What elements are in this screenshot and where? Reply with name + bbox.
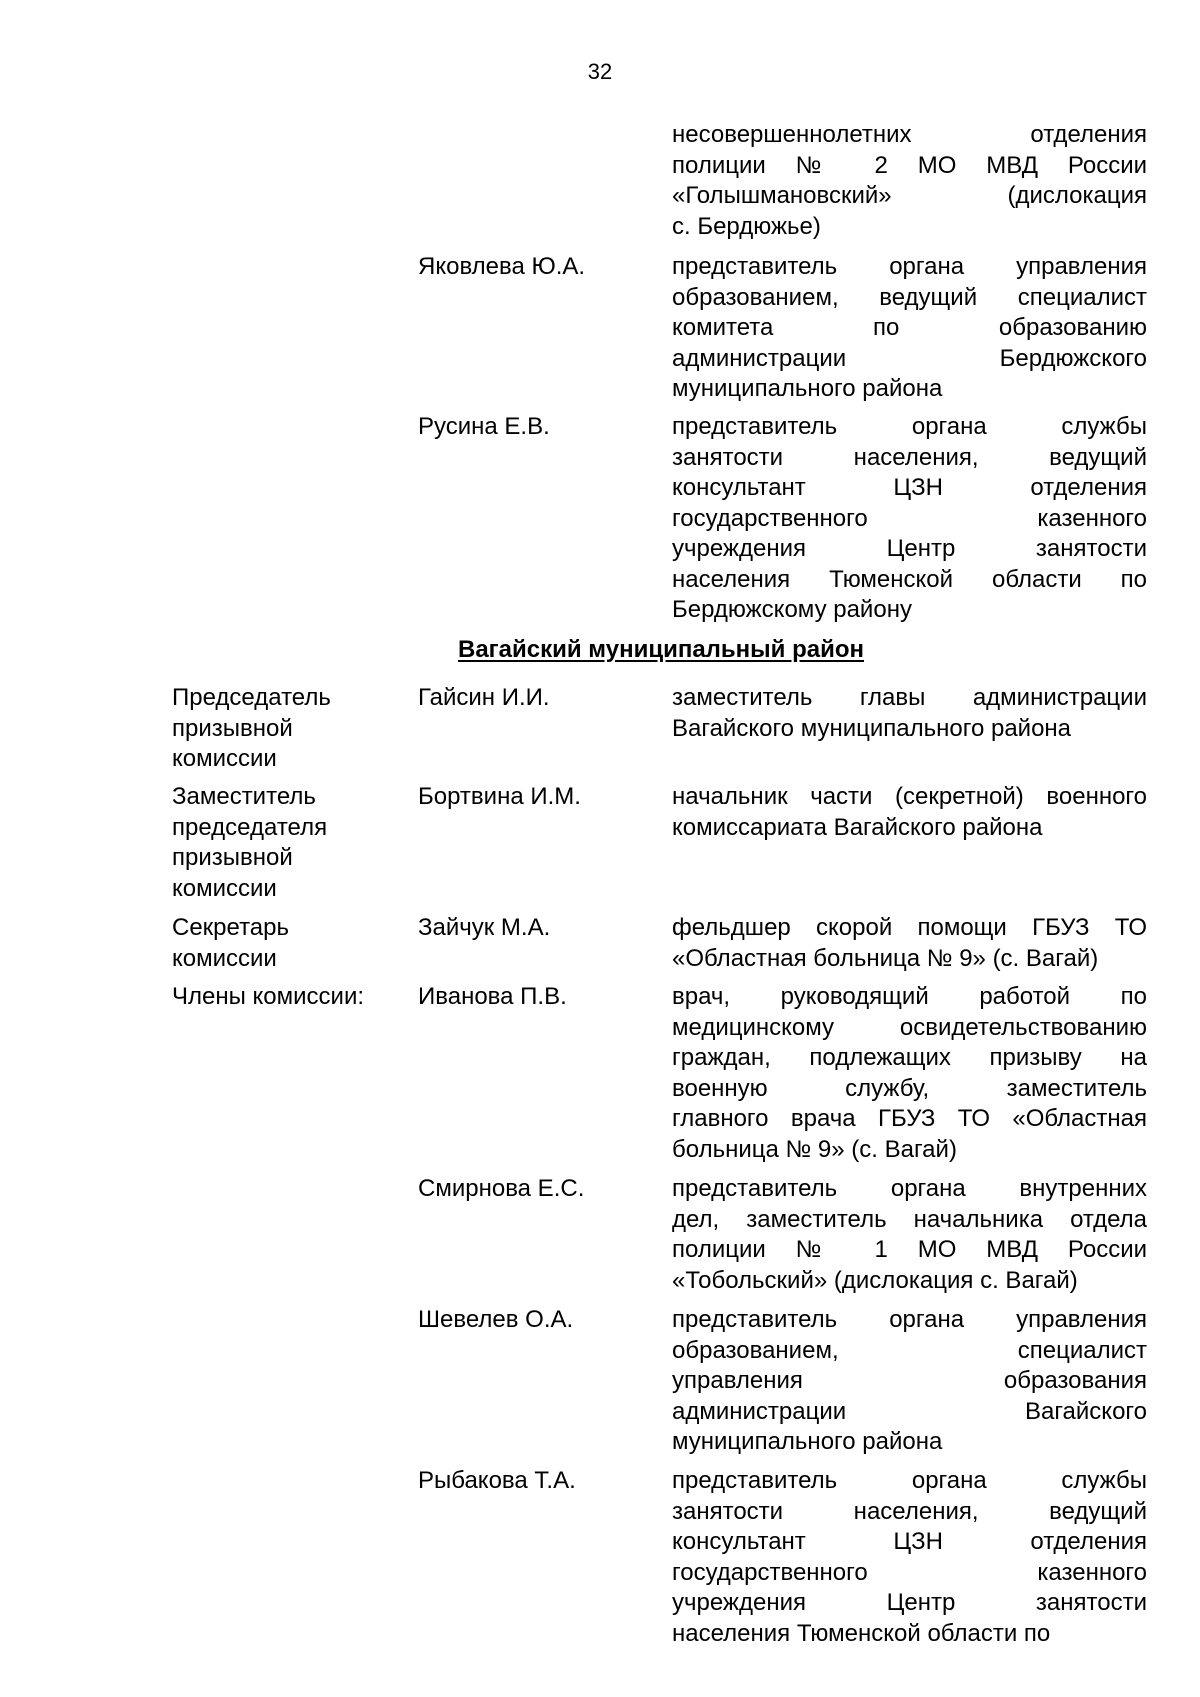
description-line: консультант ЦЗН отделения [672,474,1147,501]
member-name: Яковлева Ю.А. [418,253,586,280]
description-line: государственного казенного [672,1558,1147,1586]
role-line: Заместитель [172,783,316,810]
description-line: комиссариата Вагайского района [672,813,1043,841]
role-line: призывной [172,844,293,871]
description-line: представитель органа управления [672,253,1147,280]
description-line: занятости населения, ведущий [672,1497,1147,1525]
description-line: образованием, специалист [672,1336,1147,1364]
description-line: Бердюжскому району [672,596,912,623]
section-heading: Вагайский муниципальный район [457,636,865,663]
role-line: комиссии [172,745,277,772]
description-line: больница № 9» (с. Вагай) [672,1135,957,1163]
member-name: Смирнова Е.С. [418,1175,585,1202]
description-line: медицинскому освидетельствованию [672,1013,1147,1041]
member-description [672,1466,1147,1649]
member-description [672,782,1147,843]
role-line: Председатель [172,684,331,711]
member-description [672,120,1147,242]
description-line: «Областная больница № 9» (с. Вагай) [672,944,1099,972]
role-line: Секретарь [172,914,289,941]
description-line: консультант ЦЗН отделения [672,1528,1147,1555]
member-description [672,252,1147,405]
description-line: представитель органа службы [672,413,1147,440]
description-line: несовершеннолетних отделения [672,121,1147,148]
description-line: представитель органа управления [672,1306,1147,1333]
member-name: Иванова П.В. [418,983,567,1010]
description-line: Вагайского муниципального района [672,714,1072,742]
description-line: администрации Бердюжского [672,344,1147,372]
member-description [672,1305,1147,1458]
description-line: учреждения Центр занятости [672,535,1147,562]
description-line: граждан, подлежащих призыву на [672,1044,1147,1071]
description-line: заместитель главы администрации [672,684,1147,711]
description-line: населения Тюменской области по [672,565,1147,593]
member-role [172,683,397,775]
member-role [172,913,397,974]
description-line: с. Бердюжье) [672,212,821,240]
member-role [172,782,397,904]
member-description [672,982,1147,1165]
member-description [672,913,1147,974]
description-line: учреждения Центр занятости [672,1589,1147,1616]
description-line: врач, руководящий работой по [672,983,1147,1010]
description-line: муниципального района [672,375,943,402]
member-name: Шевелев О.А. [418,1306,574,1333]
description-line: главного врача ГБУЗ ТО «Областная [672,1105,1147,1132]
description-line: фельдшер скорой помощи ГБУЗ ТО [672,914,1147,941]
member-name: Зайчук М.А. [418,914,551,941]
description-line: администрации Вагайского [672,1397,1147,1425]
description-line: государственного казенного [672,504,1147,532]
role-line: председателя [172,813,328,841]
description-line: представитель органа внутренних [672,1175,1147,1202]
description-line: управления образования [672,1367,1147,1394]
member-description [672,1174,1147,1296]
member-name: Рыбакова Т.А. [418,1467,576,1494]
description-line: военную службу, заместитель [672,1074,1147,1102]
role-line: призывной [172,714,293,742]
description-line: образованием, ведущий специалист [672,283,1147,311]
member-name: Русина Е.В. [418,413,550,440]
description-line: дел, заместитель начальника отдела [672,1205,1147,1233]
description-line: начальник части (секретной) военного [672,783,1147,810]
member-name: Бортвина И.М. [418,783,581,810]
member-role [172,982,397,1013]
role-line: комиссии [172,874,277,902]
role-line: комиссии [172,944,277,972]
member-name: Гайсин И.И. [418,684,550,711]
description-line: полиции № 1 МО МВД России [672,1236,1147,1263]
description-line: представитель органа службы [672,1467,1147,1494]
description-line: «Тобольский» (дислокация с. Вагай) [672,1266,1078,1294]
description-line: муниципального района [672,1428,943,1455]
description-line: комитета по образованию [672,314,1147,341]
description-line: населения Тюменской области по [672,1619,1051,1647]
role-line: Члены комиссии: [172,983,365,1010]
page-number: 32 [587,59,613,84]
description-line: полиции № 2 МО МВД России [672,151,1147,179]
member-description [672,412,1147,626]
description-line: «Голышмановский» (дислокация [672,182,1147,209]
description-line: занятости населения, ведущий [672,443,1147,471]
member-description [672,683,1147,744]
